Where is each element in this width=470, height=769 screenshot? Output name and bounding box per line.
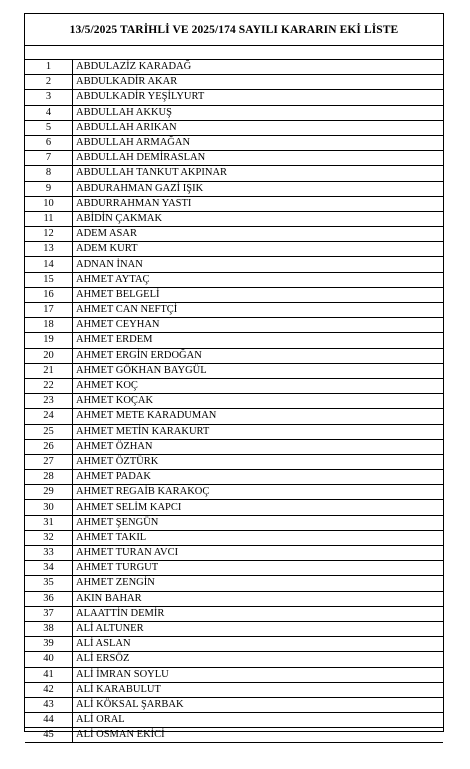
row-number-cell: 37	[25, 606, 73, 621]
person-name-cell: AHMET ERDEM	[73, 333, 444, 348]
row-number-cell: 11	[25, 211, 73, 226]
person-name-cell: AHMET CAN NEFTÇİ	[73, 303, 444, 318]
row-number-cell: 24	[25, 409, 73, 424]
table-row	[25, 728, 443, 743]
person-name-cell: ALİ KÖKSAL ŞARBAK	[73, 697, 444, 712]
table-row	[25, 530, 443, 545]
row-number-cell: 14	[25, 257, 73, 272]
person-name-cell: AHMET TURGUT	[73, 561, 444, 576]
table-row	[25, 439, 443, 454]
table-row	[25, 500, 443, 515]
row-number-cell: 31	[25, 515, 73, 530]
person-name-cell: AHMET ÖZTÜRK	[73, 454, 444, 469]
row-number-cell: 5	[25, 120, 73, 135]
person-name-cell: AHMET ERGİN ERDOĞAN	[73, 348, 444, 363]
table-row	[25, 394, 443, 409]
table-row	[25, 485, 443, 500]
table-row	[25, 515, 443, 530]
table-row	[25, 621, 443, 636]
person-name-cell: ALİ ALTUNER	[73, 621, 444, 636]
row-number-cell: 6	[25, 135, 73, 150]
table-row	[25, 697, 443, 712]
document-list-frame	[24, 13, 444, 741]
row-number-cell: 44	[25, 713, 73, 728]
person-name-cell: AHMET PADAK	[73, 470, 444, 485]
row-number-cell: 23	[25, 394, 73, 409]
row-number-cell: 42	[25, 682, 73, 697]
row-number-cell: 25	[25, 424, 73, 439]
table-row	[25, 409, 443, 424]
table-row	[25, 424, 443, 439]
person-name-cell: ABDULKADİR AKAR	[73, 75, 444, 90]
table-row	[25, 470, 443, 485]
person-name-cell: ABDURRAHMAN YASTI	[73, 196, 444, 211]
row-number-cell: 7	[25, 151, 73, 166]
table-row	[25, 378, 443, 393]
table-row	[25, 606, 443, 621]
table-row	[25, 576, 443, 591]
table-row	[25, 272, 443, 287]
table-row	[25, 211, 443, 226]
row-number-cell: 45	[25, 728, 73, 743]
person-name-cell: AHMET REGAİB KARAKOÇ	[73, 485, 444, 500]
table-row	[25, 181, 443, 196]
row-number-cell: 43	[25, 697, 73, 712]
row-number-cell: 32	[25, 530, 73, 545]
table-row	[25, 667, 443, 682]
row-number-cell: 30	[25, 500, 73, 515]
row-number-cell: 27	[25, 454, 73, 469]
person-name-cell: AHMET ZENGİN	[73, 576, 444, 591]
person-name-cell: ALİ İMRAN SOYLU	[73, 667, 444, 682]
table-row	[25, 454, 443, 469]
person-name-cell: ABDULKADİR YEŞİLYURT	[73, 90, 444, 105]
person-name-cell: AHMET TURAN AVCI	[73, 546, 444, 561]
table-row	[25, 90, 443, 105]
person-name-cell: ABDULLAH AKKUŞ	[73, 105, 444, 120]
person-name-cell: AHMET KOÇAK	[73, 394, 444, 409]
table-row	[25, 242, 443, 257]
person-name-cell: ADNAN İNAN	[73, 257, 444, 272]
names-table-body	[25, 60, 443, 743]
header-spacer-row	[25, 46, 443, 60]
table-row	[25, 227, 443, 242]
row-number-cell: 41	[25, 667, 73, 682]
row-number-cell: 29	[25, 485, 73, 500]
person-name-cell: ABİDİN ÇAKMAK	[73, 211, 444, 226]
person-name-cell: ADEM KURT	[73, 242, 444, 257]
person-name-cell: ALİ ASLAN	[73, 637, 444, 652]
row-number-cell: 18	[25, 318, 73, 333]
person-name-cell: ALİ KARABULUT	[73, 682, 444, 697]
person-name-cell: ALİ ORAL	[73, 713, 444, 728]
row-number-cell: 9	[25, 181, 73, 196]
table-row	[25, 591, 443, 606]
row-number-cell: 4	[25, 105, 73, 120]
names-table	[25, 60, 443, 743]
person-name-cell: ALAATTİN DEMİR	[73, 606, 444, 621]
table-row	[25, 713, 443, 728]
table-row	[25, 652, 443, 667]
table-row	[25, 75, 443, 90]
row-number-cell: 28	[25, 470, 73, 485]
person-name-cell: ALİ OSMAN EKİCİ	[73, 728, 444, 743]
row-number-cell: 26	[25, 439, 73, 454]
table-row	[25, 120, 443, 135]
table-row	[25, 546, 443, 561]
table-row	[25, 151, 443, 166]
row-number-cell: 13	[25, 242, 73, 257]
person-name-cell: AHMET KOÇ	[73, 378, 444, 393]
table-row	[25, 333, 443, 348]
person-name-cell: AHMET METE KARADUMAN	[73, 409, 444, 424]
row-number-cell: 12	[25, 227, 73, 242]
table-row	[25, 348, 443, 363]
row-number-cell: 21	[25, 363, 73, 378]
person-name-cell: ABDULLAH ARMAĞAN	[73, 135, 444, 150]
row-number-cell: 35	[25, 576, 73, 591]
table-row	[25, 318, 443, 333]
row-number-cell: 36	[25, 591, 73, 606]
person-name-cell: AHMET METİN KARAKURT	[73, 424, 444, 439]
row-number-cell: 16	[25, 287, 73, 302]
person-name-cell: AHMET SELİM KAPCI	[73, 500, 444, 515]
table-row	[25, 257, 443, 272]
row-number-cell: 19	[25, 333, 73, 348]
person-name-cell: AHMET TAKIL	[73, 530, 444, 545]
table-row	[25, 166, 443, 181]
row-number-cell: 40	[25, 652, 73, 667]
person-name-cell: ADEM ASAR	[73, 227, 444, 242]
person-name-cell: AHMET ÖZHAN	[73, 439, 444, 454]
person-name-cell: AHMET ŞENGÜN	[73, 515, 444, 530]
person-name-cell: ABDULLAH DEMİRASLAN	[73, 151, 444, 166]
row-number-cell: 33	[25, 546, 73, 561]
table-row	[25, 105, 443, 120]
person-name-cell: AKIN BAHAR	[73, 591, 444, 606]
person-name-cell: AHMET GÖKHAN BAYGÜL	[73, 363, 444, 378]
table-row	[25, 196, 443, 211]
table-row	[25, 637, 443, 652]
row-number-cell: 10	[25, 196, 73, 211]
table-row	[25, 60, 443, 75]
person-name-cell: ABDULAZİZ KARADAĞ	[73, 60, 444, 75]
row-number-cell: 2	[25, 75, 73, 90]
row-number-cell: 38	[25, 621, 73, 636]
table-row	[25, 561, 443, 576]
row-number-cell: 39	[25, 637, 73, 652]
row-number-cell: 20	[25, 348, 73, 363]
person-name-cell: ALİ ERSÖZ	[73, 652, 444, 667]
person-name-cell: AHMET BELGELİ	[73, 287, 444, 302]
person-name-cell: ABDULLAH TANKUT AKPINAR	[73, 166, 444, 181]
row-number-cell: 3	[25, 90, 73, 105]
person-name-cell: ABDULLAH ARIKAN	[73, 120, 444, 135]
table-row	[25, 682, 443, 697]
table-row	[25, 303, 443, 318]
table-row	[25, 363, 443, 378]
table-row	[25, 135, 443, 150]
person-name-cell: AHMET AYTAÇ	[73, 272, 444, 287]
document-title: 13/5/2025 TARİHLİ VE 2025/174 SAYILI KARARIN EKİ LİSTE	[25, 14, 443, 46]
row-number-cell: 34	[25, 561, 73, 576]
row-number-cell: 15	[25, 272, 73, 287]
row-number-cell: 17	[25, 303, 73, 318]
person-name-cell: AHMET CEYHAN	[73, 318, 444, 333]
row-number-cell: 8	[25, 166, 73, 181]
person-name-cell: ABDURAHMAN GAZİ IŞIK	[73, 181, 444, 196]
table-row	[25, 287, 443, 302]
row-number-cell: 1	[25, 60, 73, 75]
row-number-cell: 22	[25, 378, 73, 393]
